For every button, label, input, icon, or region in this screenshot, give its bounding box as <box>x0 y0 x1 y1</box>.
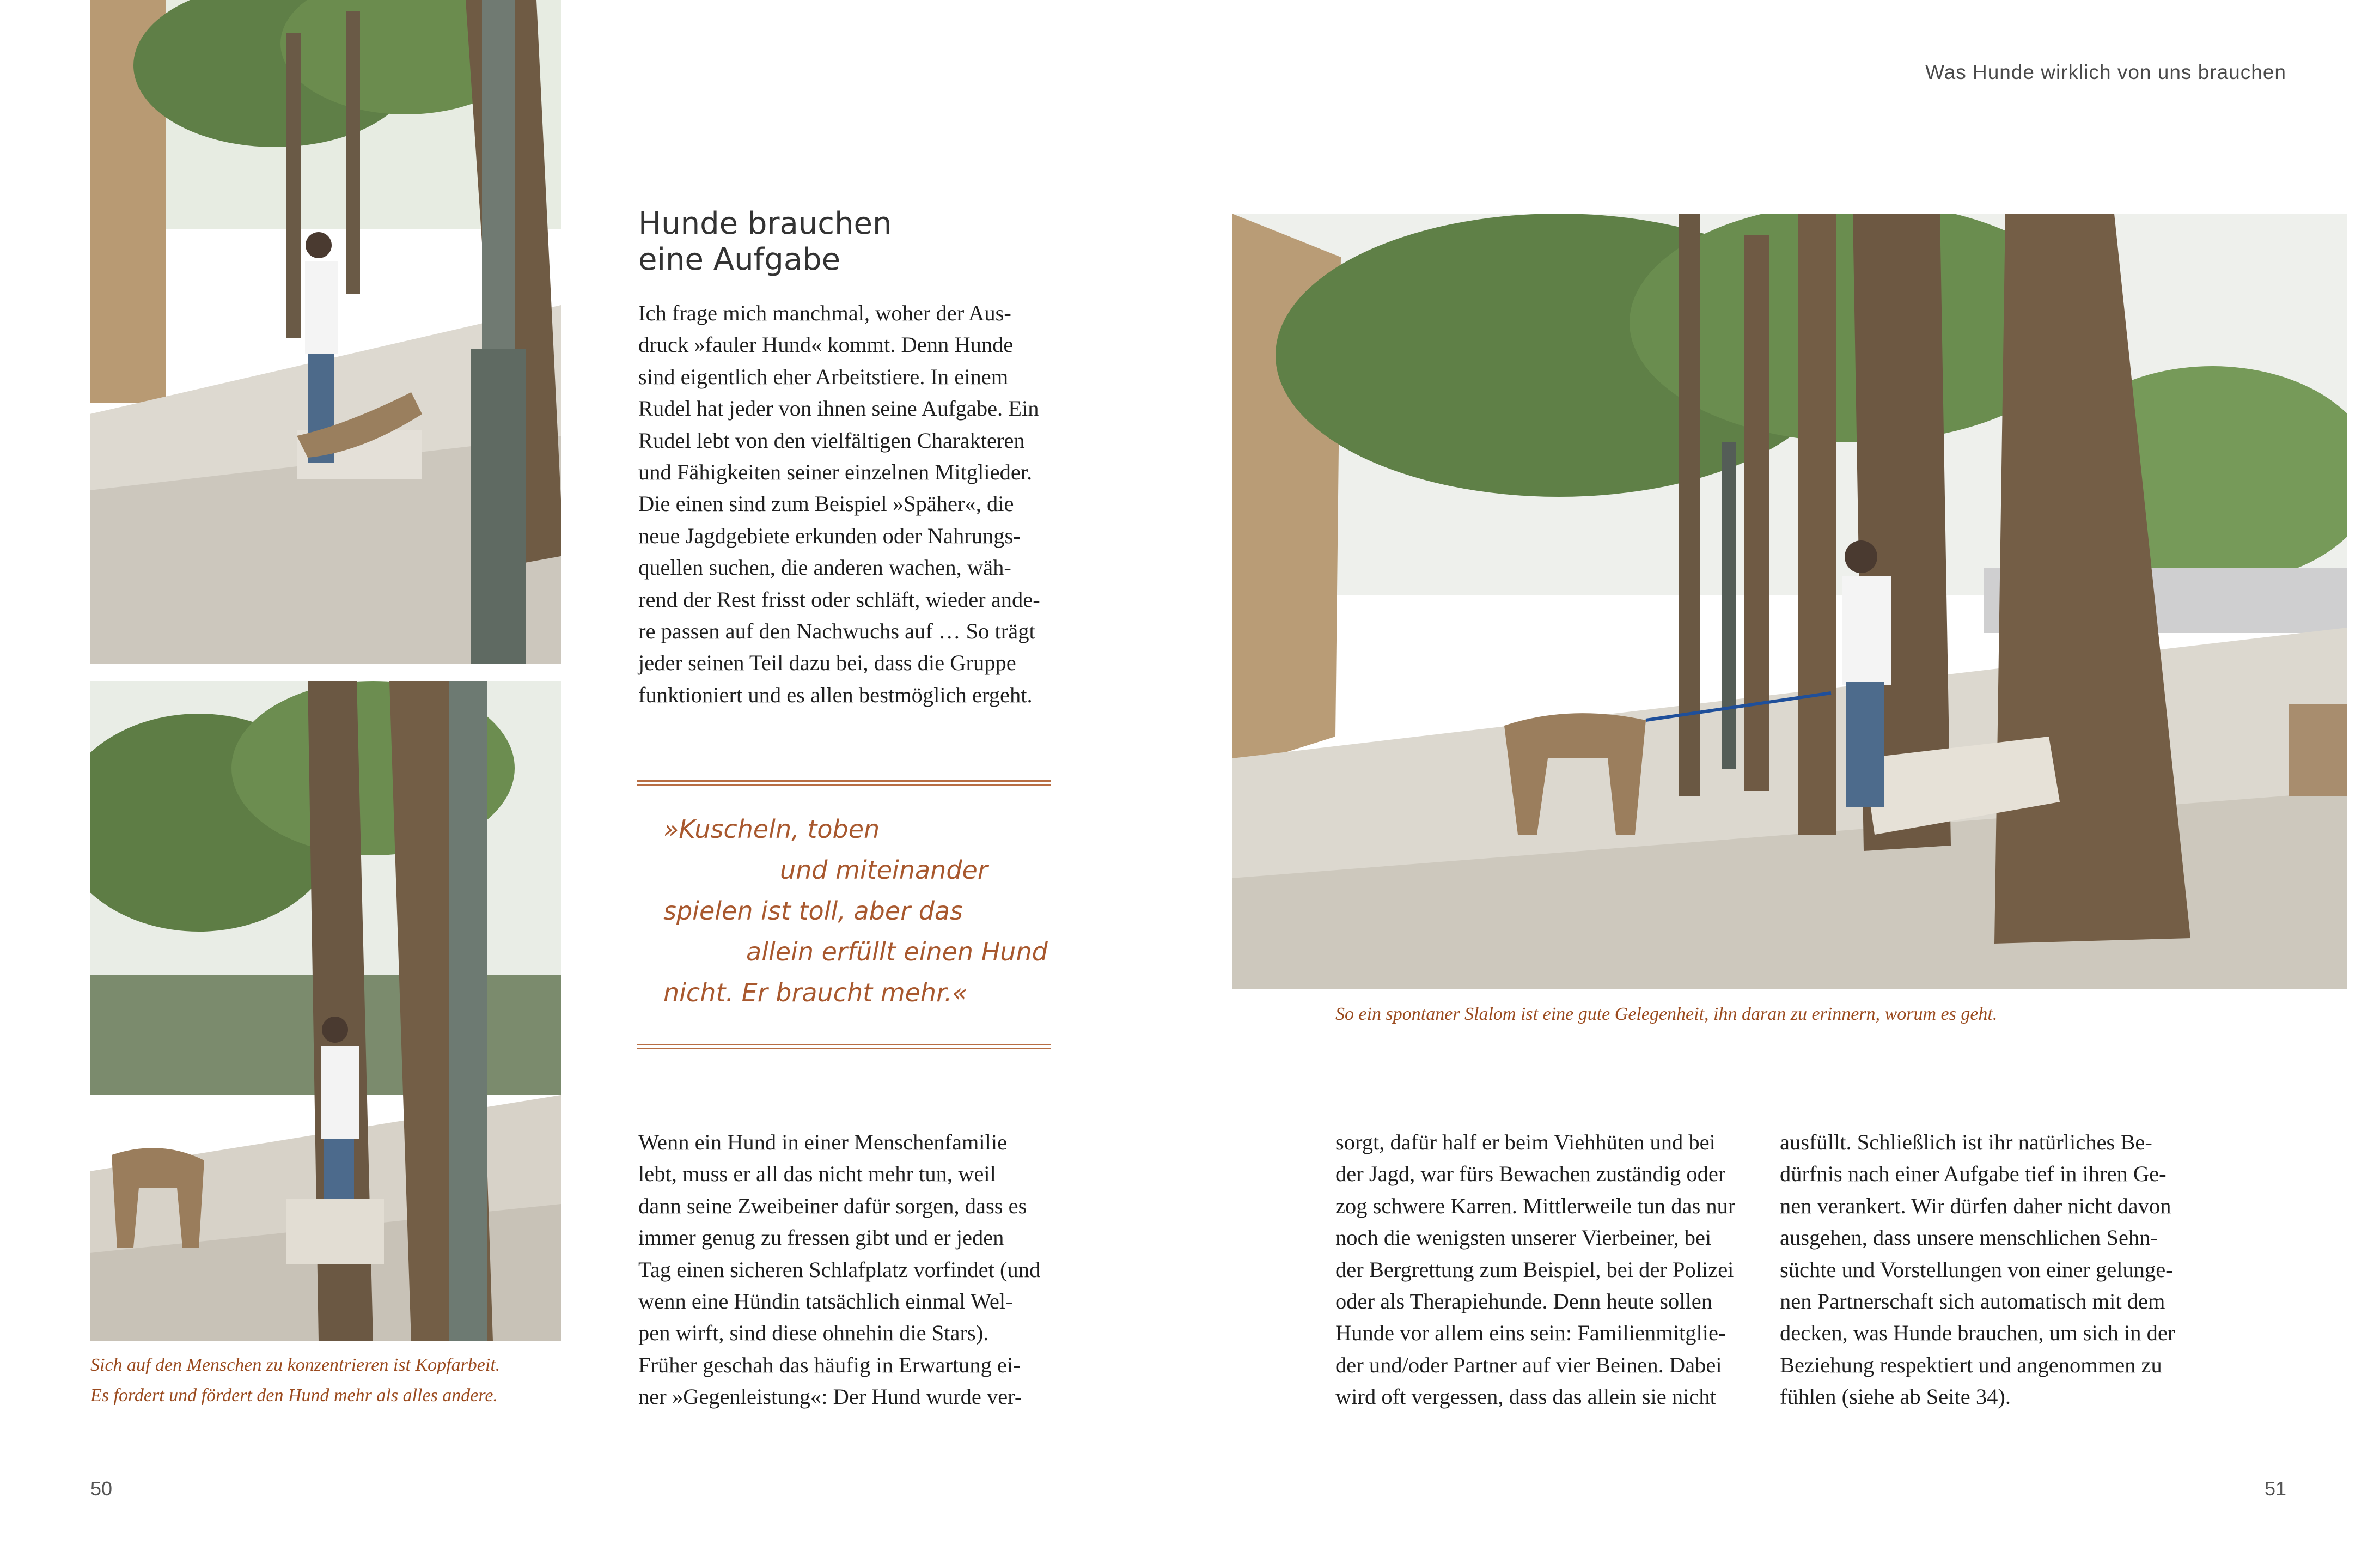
text-line: sorgt, dafür half er beim Viehhüten und bei <box>1335 1130 1716 1154</box>
heading-line: Hunde brauchen <box>638 206 892 241</box>
text-line: ausgehen, dass unsere menschlichen Sehn- <box>1780 1225 2158 1250</box>
text-line: re passen auf den Nachwuchs auf … So trägt <box>638 619 1035 644</box>
text-line: zog schwere Karren. Mittlerweile tun das nur <box>1335 1193 1736 1218</box>
text-line: der Bergrettung zum Beispiel, bei der Polizei <box>1335 1257 1734 1282</box>
text-line: Früher geschah das häufig in Erwartung ei- <box>638 1352 1021 1377</box>
text-line: ausfüllt. Schließlich ist ihr natürliches Be- <box>1780 1130 2152 1154</box>
caption-left <box>90 1350 500 1411</box>
text-line: pen wirft, sind diese ohnehin die Stars). <box>638 1321 989 1346</box>
text-line: Ich frage mich manchmal, woher der Aus- <box>638 301 1011 325</box>
text-line: jeder seinen Teil dazu bei, dass die Gruppe <box>638 650 1016 676</box>
caption-left-line: Es fordert und fördert den Hund mehr als alles andere. <box>90 1385 498 1406</box>
text-line: rend der Rest frisst oder schläft, wieder ande- <box>638 587 1040 612</box>
text-line: neue Jagdgebiete erkunden oder Nahrungs- <box>638 523 1021 548</box>
text-line: decken, was Hunde brauchen, um sich in der <box>1780 1321 2175 1346</box>
body-column-1 <box>638 1127 1040 1413</box>
photo-main <box>1232 214 2347 989</box>
text-line: noch die wenigsten unserer Vierbeiner, bei <box>1335 1225 1712 1250</box>
text-line: Wenn ein Hund in einer Menschenfamilie <box>638 1130 1008 1154</box>
quote-rule-top <box>637 780 1051 786</box>
quote-line: »Kuscheln, toben <box>663 814 880 844</box>
page-number-left: 50 <box>90 1477 113 1500</box>
text-line: Die einen sind zum Beispiel »Späher«, die <box>638 491 1014 516</box>
text-line: ner »Gegenleistung«: Der Hund wurde ver- <box>638 1384 1022 1409</box>
body-column-2 <box>1335 1127 1735 1413</box>
text-line: dann seine Zweibeiner dafür sorgen, dass es <box>638 1193 1027 1218</box>
heading-line: eine Aufgabe <box>638 242 841 277</box>
caption-left-line: Sich auf den Menschen zu konzentrieren ist Kopfarbeit. <box>90 1355 501 1375</box>
text-line: süchte und Vorstellungen von einer gelunge- <box>1780 1257 2173 1282</box>
text-line: Rudel lebt von den vielfältigen Charakteren <box>638 428 1025 453</box>
text-line: Tag einen sicheren Schlafplatz vorfindet (und <box>638 1257 1041 1282</box>
text-line: Rudel hat jeder von ihnen seine Aufgabe. Ein <box>638 396 1039 421</box>
text-line: lebt, muss er all das nicht mehr tun, weil <box>638 1161 996 1187</box>
text-line: oder als Therapiehunde. Denn heute sollen <box>1335 1289 1713 1314</box>
quote-line: nicht. Er braucht mehr.« <box>663 978 968 1007</box>
text-line: Beziehung respektiert und angenommen zu <box>1780 1352 2162 1377</box>
section-heading <box>638 206 1020 278</box>
caption-right: So ein spontaner Slalom ist eine gute Gelegenheit, ihn daran zu erinnern, worum es geht. <box>1335 1004 1998 1024</box>
running-head: Was Hunde wirklich von uns brauchen <box>1925 61 2286 83</box>
text-line: und Fähigkeiten seiner einzelnen Mitglieder. <box>638 460 1033 485</box>
quote-line: und miteinander <box>780 855 988 885</box>
photo-top-left <box>90 0 561 664</box>
page-number-right: 51 <box>2264 1477 2286 1500</box>
photo-bottom-left <box>90 681 561 1341</box>
text-line: funktioniert und es allen bestmöglich ergeht. <box>638 682 1033 707</box>
text-line: wird oft vergessen, dass das allein sie nicht <box>1335 1384 1716 1409</box>
text-line: nen verankert. Wir dürfen daher nicht davon <box>1780 1193 2171 1218</box>
text-line: Hunde vor allem eins sein: Familienmitglie- <box>1335 1321 1726 1346</box>
body-column-3 <box>1780 1127 2175 1413</box>
text-line: quellen suchen, die anderen wachen, wäh- <box>638 555 1011 580</box>
intro-paragraph <box>638 297 1040 711</box>
quote-rule-bottom <box>637 1044 1051 1049</box>
quote-line: spielen ist toll, aber das <box>663 896 963 926</box>
text-line: der und/oder Partner auf vier Beinen. Dabei <box>1335 1352 1722 1377</box>
text-line: immer genug zu fressen gibt und er jeden <box>638 1225 1004 1250</box>
quote-line: allein erfüllt einen Hund <box>746 937 1048 966</box>
text-line: sind eigentlich eher Arbeitstiere. In einem <box>638 364 1009 389</box>
text-line: druck »fauler Hund« kommt. Denn Hunde <box>638 332 1014 357</box>
text-line: wenn eine Hündin tatsächlich einmal Wel- <box>638 1289 1013 1314</box>
text-line: der Jagd, war fürs Bewachen zuständig oder <box>1335 1161 1726 1187</box>
text-line: fühlen (siehe ab Seite 34). <box>1780 1384 2011 1409</box>
text-line: dürfnis nach einer Aufgabe tief in ihren Ge- <box>1780 1161 2167 1187</box>
text-line: nen Partnerschaft sich automatisch mit dem <box>1780 1289 2165 1314</box>
